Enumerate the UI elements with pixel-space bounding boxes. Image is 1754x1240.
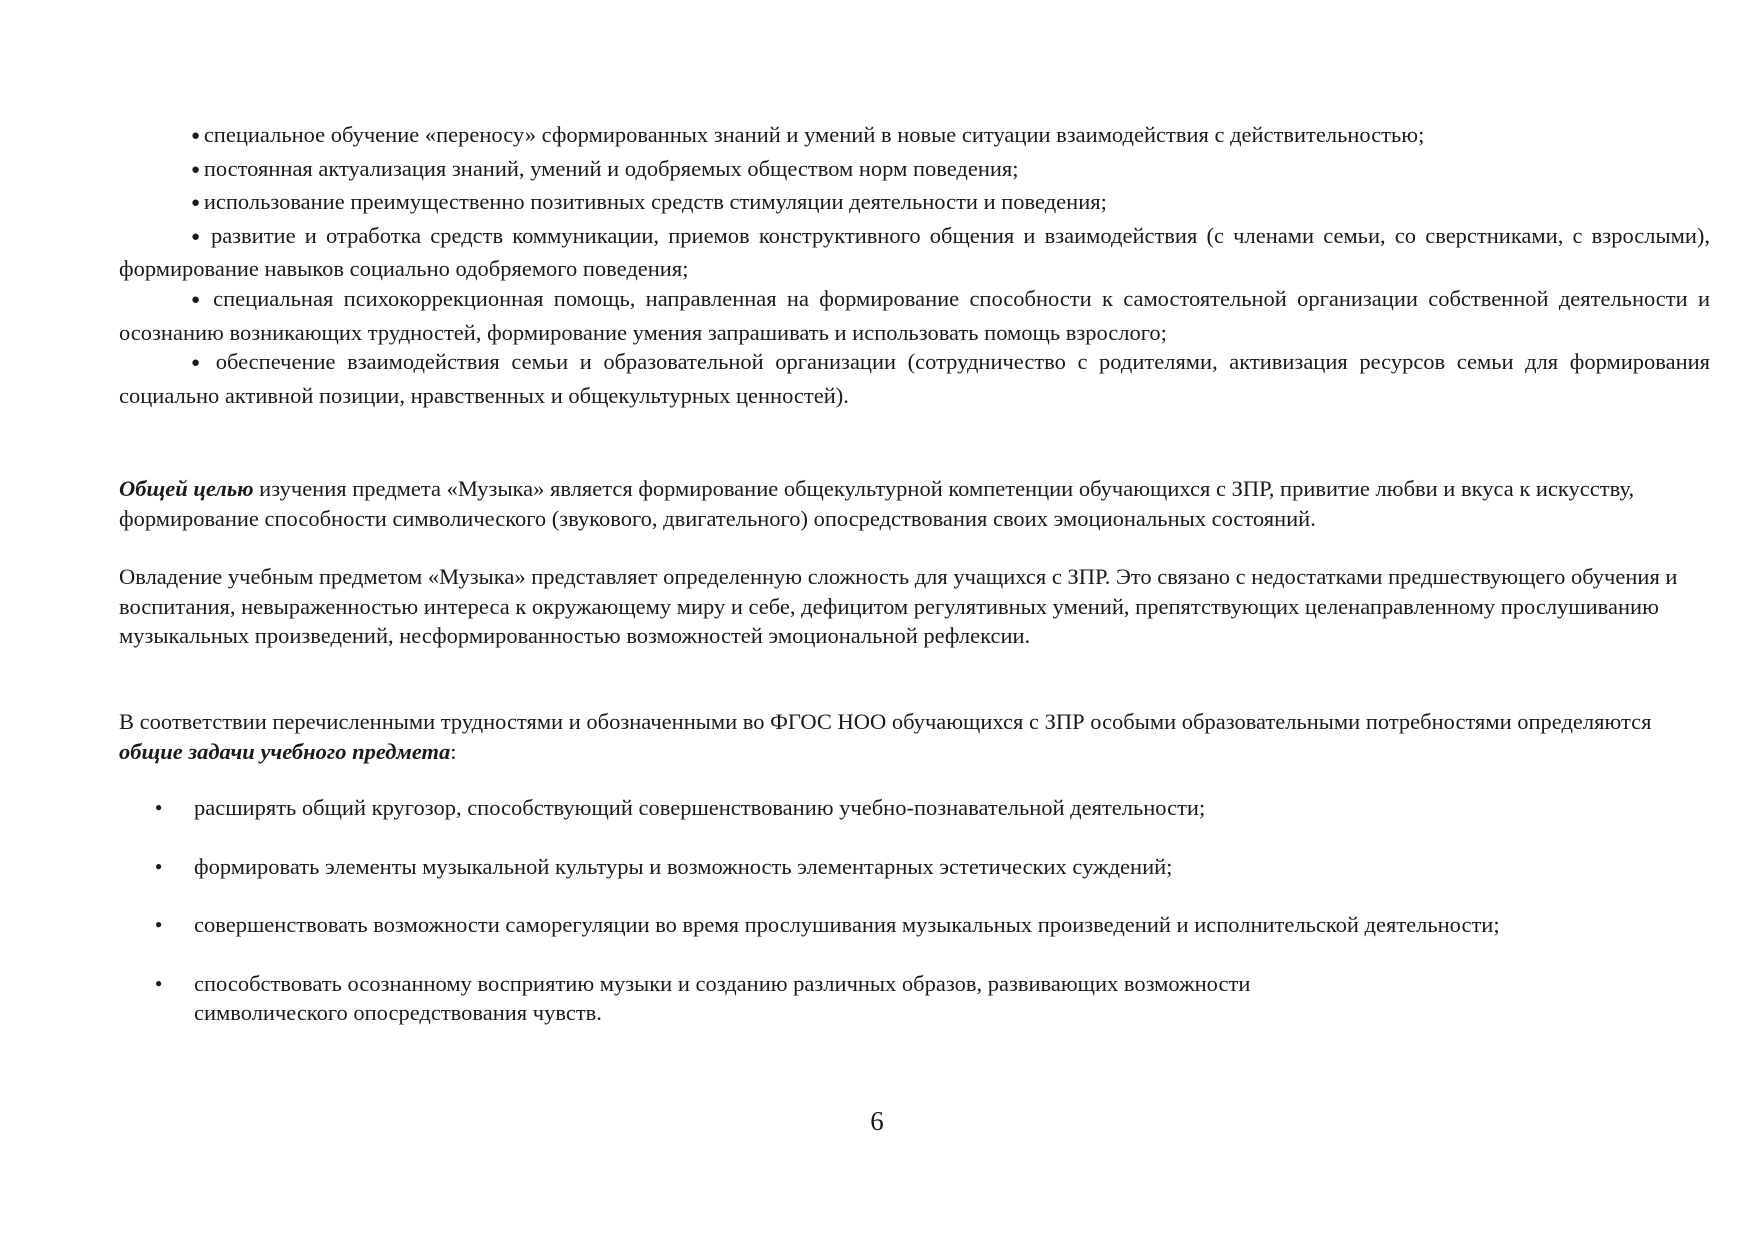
task-text: расширять общий кругозор, способствующий совершенствованию учебно-познавательной деятельности; xyxy=(194,795,1206,820)
task-item xyxy=(0,910,1700,940)
task-item xyxy=(0,852,1700,882)
bullet-icon: ● xyxy=(155,975,163,990)
bullet-icon: ● xyxy=(155,858,163,873)
tasks-intro-text: В соответствии перечисленными трудностями и обозначенными во ФГОС НОО обучающихся с ЗПР особыми образовательными потребностями определяются xyxy=(119,709,1652,734)
support-measure-item: ● специальное обучение «переносу» сформированных знаний и умений в новые ситуации взаимодействия с действительностью; xyxy=(119,120,1710,154)
tasks-intro-emphasis: общие задачи учебного предмета xyxy=(119,738,451,764)
support-measure-item: ● обеспечение взаимодействия семьи и образовательной организации (сотрудничество с родителями, активизация ресурсов семьи для формирования социально активной позиции, нравственных и общекультурных ценностей). xyxy=(119,347,1710,410)
task-text: совершенствовать возможности саморегуляции во время прослушивания музыкальных произведений и исполнительской деятельности; xyxy=(194,912,1500,938)
support-measures-list xyxy=(119,120,1710,410)
subject-tasks-list xyxy=(0,793,1700,1057)
tasks-intro-paragraph xyxy=(119,707,1719,766)
task-item xyxy=(0,969,1700,1028)
bullet-icon: ● xyxy=(155,917,163,932)
tasks-intro-tail: : xyxy=(450,738,457,764)
support-measure-item: ● использование преимущественно позитивных средств стимуляции деятельности и поведения; xyxy=(119,187,1710,221)
mastery-text: Овладение учебным предметом «Музыка» представляет определенную сложность для учащихся с ЗПР. Это связано с недостатками предшествующего обучения и воспитания, невыраженностью интереса к окружающему миру и себе, дефицитом регулятивных умений, препятствующих целенаправленному прослушиванию музыкальных произведений, несформированностью возможностей эмоциональной рефлексии. xyxy=(119,564,1678,649)
support-measure-item: ● развитие и отработка средств коммуникации, приемов конструктивного общения и взаимодействия (с членами семьи, со сверстниками, с взрослыми), формирование навыков социально одобряемого поведения; xyxy=(119,221,1710,284)
task-text: формировать элементы музыкальной культуры и возможность элементарных эстетических суждений; xyxy=(194,853,1173,879)
page-number: 6 xyxy=(870,1106,884,1136)
goal-text: изучения предмета «Музыка» является формирование общекультурной компетенции обучающихся с ЗПР, привитие любви и вкуса к искусству, формирование способности символического (звукового, двигательного) опосредствования своих эмоциональных состояний. xyxy=(119,476,1635,531)
support-measure-item: ● специальная психокоррекционная помощь, направленная на формирование способности к самостоятельной организации собственной деятельности и осознанию возникающих трудностей, формирование умения запрашивать и использовать помощь взрослого; xyxy=(119,284,1710,347)
goal-lead: Общей целью xyxy=(119,476,254,501)
mastery-paragraph xyxy=(119,562,1719,651)
goal-paragraph xyxy=(119,474,1719,533)
support-measure-item: ● постоянная актуализация знаний, умений и одобряемых обществом норм поведения; xyxy=(119,154,1710,188)
bullet-icon: ● xyxy=(155,800,163,814)
task-item xyxy=(0,793,1700,823)
task-text: способствовать осознанному восприятию музыки и созданию различных образов, развивающих возможности символического опосредствования чувств. xyxy=(194,970,1251,1026)
